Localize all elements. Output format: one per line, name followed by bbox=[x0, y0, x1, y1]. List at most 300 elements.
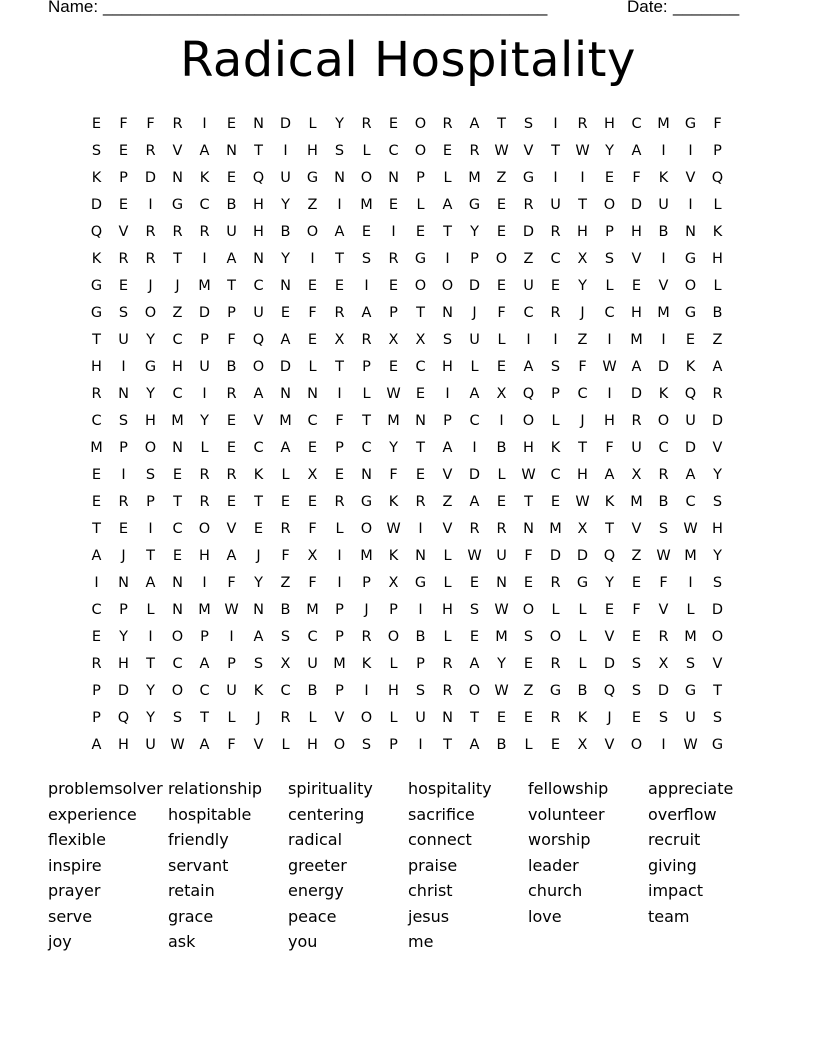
grid-row bbox=[83, 138, 731, 165]
grid-cell: L bbox=[389, 656, 398, 672]
grid-cell: Y bbox=[335, 116, 344, 132]
grid-cell: T bbox=[335, 251, 344, 267]
grid-cell: R bbox=[523, 197, 534, 213]
word-list-item: praise bbox=[408, 855, 458, 875]
grid-cell: D bbox=[657, 359, 670, 375]
grid-cell: W bbox=[386, 521, 401, 537]
grid-cell: R bbox=[226, 386, 237, 402]
grid-cell: F bbox=[497, 305, 506, 321]
grid-cell: C bbox=[307, 413, 318, 429]
grid-cell: U bbox=[118, 332, 129, 348]
grid-cell: D bbox=[198, 305, 211, 321]
grid-cell: B bbox=[307, 683, 318, 699]
grid-cell: R bbox=[172, 116, 183, 132]
grid-cell: O bbox=[360, 710, 373, 726]
grid-cell: P bbox=[119, 602, 128, 618]
grid-cell: E bbox=[469, 629, 480, 645]
grid-cell: E bbox=[172, 548, 183, 564]
grid-cell: E bbox=[91, 467, 102, 483]
grid-cell: D bbox=[279, 359, 292, 375]
grid-cell: I bbox=[472, 440, 477, 456]
grid-cell: W bbox=[602, 359, 617, 375]
grid-cell: F bbox=[524, 548, 533, 564]
grid-cell: A bbox=[199, 737, 210, 753]
word-list-item: me bbox=[408, 932, 434, 951]
grid-cell: Q bbox=[90, 224, 103, 240]
grid-cell: N bbox=[442, 710, 453, 726]
grid-cell: I bbox=[337, 548, 342, 564]
word-list-item: love bbox=[528, 906, 562, 926]
grid-cell: T bbox=[146, 656, 155, 672]
grid-cell: C bbox=[631, 116, 642, 132]
grid-cell: L bbox=[605, 278, 614, 294]
grid-cell: C bbox=[685, 494, 696, 510]
grid-cell: N bbox=[172, 440, 183, 456]
grid-cell: H bbox=[631, 305, 642, 321]
grid-row bbox=[83, 300, 731, 327]
grid-cell: T bbox=[524, 494, 533, 510]
word-list-item: inspire bbox=[48, 855, 102, 875]
grid-cell: R bbox=[361, 332, 372, 348]
word-list-item: sacrifice bbox=[408, 804, 475, 824]
word-list-item: centering bbox=[288, 804, 365, 824]
word-list-item: radical bbox=[288, 830, 343, 849]
grid-cell: L bbox=[200, 440, 209, 456]
grid-row bbox=[83, 435, 731, 462]
grid-cell: T bbox=[470, 710, 479, 726]
grid-cell: D bbox=[711, 413, 724, 429]
grid-cell: P bbox=[119, 170, 128, 186]
grid-cell: Q bbox=[603, 548, 616, 564]
grid-cell: E bbox=[361, 224, 372, 240]
grid-cell: I bbox=[661, 143, 666, 159]
grid-row bbox=[83, 651, 731, 678]
grid-cell: U bbox=[550, 197, 561, 213]
grid-cell: P bbox=[146, 494, 155, 510]
grid-cell: I bbox=[418, 521, 423, 537]
grid-cell: T bbox=[227, 278, 236, 294]
grid-cell: D bbox=[468, 467, 481, 483]
grid-cell: Z bbox=[496, 170, 507, 186]
grid-cell: G bbox=[684, 116, 697, 132]
grid-row bbox=[83, 354, 731, 381]
grid-cell: P bbox=[335, 602, 344, 618]
grid-cell: G bbox=[522, 170, 535, 186]
grid-cell: L bbox=[146, 602, 155, 618]
grid-cell: S bbox=[658, 521, 669, 537]
grid-cell: S bbox=[91, 143, 102, 159]
grid-cell: L bbox=[578, 656, 587, 672]
grid-cell: C bbox=[361, 440, 372, 456]
word-list-item: worship bbox=[528, 830, 591, 849]
grid-cell: T bbox=[200, 710, 209, 726]
date-label: Date: bbox=[627, 0, 668, 16]
grid-cell: E bbox=[253, 521, 264, 537]
grid-cell: P bbox=[443, 413, 452, 429]
grid-cell: M bbox=[90, 440, 103, 456]
grid-row bbox=[83, 678, 731, 705]
grid-cell: H bbox=[91, 359, 102, 375]
grid-cell: H bbox=[604, 413, 615, 429]
grid-cell: W bbox=[656, 548, 671, 564]
grid-cell: O bbox=[360, 521, 373, 537]
word-list-item: grace bbox=[168, 906, 214, 926]
grid-cell: D bbox=[279, 116, 292, 132]
grid-cell: T bbox=[416, 305, 425, 321]
grid-cell: X bbox=[388, 332, 399, 348]
grid-cell: C bbox=[199, 197, 210, 213]
grid-cell: Y bbox=[146, 386, 155, 402]
word-list-item: ask bbox=[168, 932, 196, 951]
grid-cell: U bbox=[685, 413, 696, 429]
grid-cell: A bbox=[199, 143, 210, 159]
grid-cell: A bbox=[685, 467, 696, 483]
grid-row bbox=[83, 489, 731, 516]
grid-cell: S bbox=[631, 683, 642, 699]
grid-cell: L bbox=[578, 602, 587, 618]
grid-cell: V bbox=[253, 737, 264, 753]
grid-cell: P bbox=[119, 440, 128, 456]
grid-cell: K bbox=[388, 548, 399, 564]
grid-cell: L bbox=[362, 143, 371, 159]
grid-cell: H bbox=[712, 521, 723, 537]
grid-cell: N bbox=[118, 386, 129, 402]
grid-cell: L bbox=[443, 575, 452, 591]
grid-cell: E bbox=[388, 278, 399, 294]
word-list-item: energy bbox=[288, 881, 344, 900]
grid-cell: M bbox=[657, 116, 670, 132]
grid-cell: S bbox=[361, 737, 372, 753]
grid-cell: L bbox=[497, 467, 506, 483]
grid-cell: A bbox=[199, 656, 210, 672]
grid-cell: R bbox=[550, 224, 561, 240]
grid-cell: R bbox=[415, 494, 426, 510]
grid-cell: K bbox=[685, 359, 696, 375]
grid-cell: F bbox=[578, 359, 587, 375]
grid-cell: X bbox=[307, 548, 318, 564]
grid-cell: Z bbox=[523, 251, 534, 267]
grid-cell: I bbox=[148, 197, 153, 213]
grid-cell: R bbox=[388, 251, 399, 267]
grid-cell: D bbox=[603, 656, 616, 672]
grid-cell: X bbox=[658, 656, 669, 672]
grid-cell: D bbox=[144, 170, 157, 186]
grid-cell: P bbox=[470, 251, 479, 267]
grid-cell: W bbox=[575, 143, 590, 159]
grid-cell: O bbox=[252, 359, 265, 375]
grid-cell: S bbox=[361, 251, 372, 267]
grid-cell: F bbox=[227, 575, 236, 591]
grid-cell: G bbox=[576, 575, 589, 591]
grid-cell: E bbox=[496, 494, 507, 510]
grid-cell: P bbox=[389, 602, 398, 618]
grid-cell: Y bbox=[146, 332, 155, 348]
grid-cell: E bbox=[91, 116, 102, 132]
grid-cell: S bbox=[469, 602, 480, 618]
grid-cell: F bbox=[335, 413, 344, 429]
grid-cell: T bbox=[254, 143, 263, 159]
grid-row bbox=[83, 624, 731, 651]
grid-cell: O bbox=[657, 413, 670, 429]
grid-cell: E bbox=[226, 116, 237, 132]
grid-cell: T bbox=[443, 224, 452, 240]
grid-cell: E bbox=[442, 143, 453, 159]
grid-cell: G bbox=[684, 305, 697, 321]
grid-cell: R bbox=[631, 413, 642, 429]
grid-cell: U bbox=[496, 548, 507, 564]
grid-cell: X bbox=[577, 737, 588, 753]
grid-cell: Y bbox=[389, 440, 398, 456]
grid-cell: M bbox=[495, 629, 508, 645]
grid-cell: N bbox=[253, 116, 264, 132]
grid-cell: U bbox=[145, 737, 156, 753]
grid-cell: E bbox=[685, 332, 696, 348]
grid-cell: I bbox=[310, 251, 315, 267]
grid-cell: H bbox=[145, 413, 156, 429]
grid-cell: C bbox=[91, 602, 102, 618]
grid-cell: I bbox=[661, 251, 666, 267]
grid-cell: L bbox=[470, 359, 479, 375]
grid-cell: E bbox=[550, 494, 561, 510]
grid-cell: W bbox=[494, 683, 509, 699]
grid-cell: B bbox=[415, 629, 426, 645]
grid-cell: E bbox=[172, 467, 183, 483]
grid-cell: M bbox=[657, 305, 670, 321]
grid-cell: Q bbox=[117, 710, 130, 726]
grid-cell: R bbox=[550, 575, 561, 591]
grid-cell: O bbox=[441, 278, 454, 294]
grid-cell: E bbox=[496, 710, 507, 726]
grid-cell: J bbox=[148, 278, 153, 294]
grid-cell: H bbox=[523, 440, 534, 456]
grid-cell: L bbox=[227, 710, 236, 726]
word-list-item: experience bbox=[48, 804, 137, 824]
grid-cell: V bbox=[523, 143, 534, 159]
grid-cell: T bbox=[605, 521, 614, 537]
grid-row bbox=[83, 273, 731, 300]
grid-cell: S bbox=[631, 656, 642, 672]
grid-cell: N bbox=[415, 413, 426, 429]
grid-cell: I bbox=[229, 629, 234, 645]
grid-cell: T bbox=[497, 116, 506, 132]
grid-cell: R bbox=[118, 494, 129, 510]
grid-row bbox=[83, 192, 731, 219]
grid-cell: I bbox=[553, 116, 558, 132]
grid-cell: V bbox=[118, 224, 129, 240]
grid-cell: R bbox=[199, 467, 210, 483]
grid-cell: I bbox=[202, 116, 207, 132]
grid-cell: Z bbox=[442, 494, 453, 510]
word-list-item: problemsolver bbox=[48, 779, 163, 798]
grid-cell: R bbox=[334, 305, 345, 321]
letter-grid bbox=[83, 111, 731, 759]
grid-cell: H bbox=[253, 224, 264, 240]
grid-cell: U bbox=[658, 197, 669, 213]
grid-cell: W bbox=[170, 737, 185, 753]
grid-cell: C bbox=[199, 683, 210, 699]
grid-cell: A bbox=[226, 251, 237, 267]
grid-cell: I bbox=[445, 386, 450, 402]
grid-cell: I bbox=[121, 359, 126, 375]
grid-cell: M bbox=[630, 494, 643, 510]
grid-cell: H bbox=[118, 737, 129, 753]
grid-cell: N bbox=[253, 251, 264, 267]
grid-cell: J bbox=[580, 413, 585, 429]
grid-cell: L bbox=[713, 197, 722, 213]
grid-cell: E bbox=[118, 521, 129, 537]
grid-cell: I bbox=[148, 629, 153, 645]
grid-cell: I bbox=[688, 143, 693, 159]
grid-cell: I bbox=[553, 170, 558, 186]
grid-cell: O bbox=[414, 278, 427, 294]
grid-cell: R bbox=[172, 224, 183, 240]
grid-cell: E bbox=[604, 602, 615, 618]
grid-cell: K bbox=[712, 224, 723, 240]
grid-cell: C bbox=[172, 332, 183, 348]
grid-cell: H bbox=[253, 197, 264, 213]
grid-cell: V bbox=[442, 467, 453, 483]
grid-cell: U bbox=[226, 683, 237, 699]
word-list bbox=[48, 779, 768, 958]
grid-cell: E bbox=[469, 575, 480, 591]
grid-cell: P bbox=[335, 629, 344, 645]
grid-cell: J bbox=[121, 548, 126, 564]
grid-cell: D bbox=[549, 548, 562, 564]
grid-row bbox=[83, 165, 731, 192]
grid-cell: R bbox=[442, 116, 453, 132]
grid-cell: O bbox=[171, 683, 184, 699]
grid-row bbox=[83, 381, 731, 408]
grid-cell: L bbox=[443, 170, 452, 186]
grid-cell: S bbox=[334, 143, 345, 159]
grid-cell: I bbox=[202, 386, 207, 402]
grid-cell: T bbox=[443, 737, 452, 753]
grid-cell: M bbox=[333, 656, 346, 672]
grid-cell: A bbox=[631, 143, 642, 159]
grid-cell: E bbox=[307, 494, 318, 510]
grid-cell: C bbox=[550, 251, 561, 267]
grid-cell: N bbox=[442, 305, 453, 321]
grid-cell: I bbox=[418, 602, 423, 618]
grid-cell: F bbox=[308, 575, 317, 591]
grid-cell: N bbox=[172, 602, 183, 618]
grid-cell: K bbox=[577, 710, 588, 726]
grid-cell: Y bbox=[713, 467, 722, 483]
grid-cell: D bbox=[711, 602, 724, 618]
grid-cell: F bbox=[632, 602, 641, 618]
grid-cell: I bbox=[148, 521, 153, 537]
grid-cell: W bbox=[575, 494, 590, 510]
grid-cell: N bbox=[523, 521, 534, 537]
grid-cell: S bbox=[712, 494, 723, 510]
grid-cell: S bbox=[415, 683, 426, 699]
grid-cell: R bbox=[550, 305, 561, 321]
grid-cell: Y bbox=[281, 251, 290, 267]
grid-cell: K bbox=[388, 494, 399, 510]
grid-cell: R bbox=[199, 494, 210, 510]
grid-cell: U bbox=[226, 224, 237, 240]
grid-cell: N bbox=[280, 278, 291, 294]
grid-cell: U bbox=[280, 170, 291, 186]
grid-cell: M bbox=[468, 170, 481, 186]
grid-cell: A bbox=[253, 629, 264, 645]
grid-cell: R bbox=[91, 656, 102, 672]
grid-cell: A bbox=[523, 359, 534, 375]
grid-cell: A bbox=[91, 548, 102, 564]
grid-cell: E bbox=[523, 575, 534, 591]
grid-cell: E bbox=[307, 440, 318, 456]
grid-cell: A bbox=[469, 656, 480, 672]
grid-cell: C bbox=[577, 386, 588, 402]
grid-cell: Z bbox=[712, 332, 723, 348]
grid-row bbox=[83, 327, 731, 354]
grid-cell: A bbox=[442, 440, 453, 456]
grid-cell: K bbox=[253, 683, 264, 699]
grid-cell: I bbox=[94, 575, 99, 591]
word-list-item: volunteer bbox=[528, 804, 605, 824]
grid-cell: I bbox=[337, 575, 342, 591]
grid-cell: L bbox=[686, 602, 695, 618]
grid-cell: S bbox=[145, 467, 156, 483]
grid-cell: P bbox=[200, 332, 209, 348]
word-list-item: impact bbox=[648, 881, 704, 900]
grid-cell: F bbox=[227, 737, 236, 753]
grid-cell: L bbox=[416, 197, 425, 213]
grid-row bbox=[83, 111, 731, 138]
grid-cell: G bbox=[684, 683, 697, 699]
grid-cell: T bbox=[551, 143, 560, 159]
grid-cell: E bbox=[226, 413, 237, 429]
grid-cell: O bbox=[468, 683, 481, 699]
grid-cell: Y bbox=[470, 224, 479, 240]
grid-cell: R bbox=[577, 116, 588, 132]
grid-cell: I bbox=[688, 197, 693, 213]
grid-cell: O bbox=[603, 197, 616, 213]
grid-cell: E bbox=[91, 494, 102, 510]
grid-cell: O bbox=[387, 629, 400, 645]
page-title: Radical Hospitality bbox=[180, 32, 636, 88]
grid-cell: F bbox=[659, 575, 668, 591]
grid-cell: C bbox=[172, 521, 183, 537]
grid-cell: E bbox=[496, 224, 507, 240]
grid-cell: U bbox=[685, 710, 696, 726]
grid-cell: L bbox=[443, 548, 452, 564]
grid-cell: E bbox=[118, 197, 129, 213]
grid-cell: O bbox=[306, 224, 319, 240]
grid-cell: N bbox=[280, 386, 291, 402]
grid-cell: N bbox=[361, 467, 372, 483]
grid-cell: P bbox=[416, 170, 425, 186]
grid-cell: Z bbox=[577, 332, 588, 348]
grid-cell: M bbox=[549, 521, 562, 537]
grid-cell: K bbox=[604, 494, 615, 510]
grid-row bbox=[83, 219, 731, 246]
grid-cell: V bbox=[226, 521, 237, 537]
grid-cell: S bbox=[118, 413, 129, 429]
grid-row bbox=[83, 597, 731, 624]
grid-cell: T bbox=[173, 494, 182, 510]
grid-cell: J bbox=[175, 278, 180, 294]
grid-cell: I bbox=[607, 332, 612, 348]
grid-cell: F bbox=[119, 116, 128, 132]
grid-cell: W bbox=[386, 386, 401, 402]
grid-cell: W bbox=[494, 143, 509, 159]
grid-cell: P bbox=[551, 386, 560, 402]
grid-cell: U bbox=[307, 656, 318, 672]
grid-cell: B bbox=[712, 305, 723, 321]
grid-cell: I bbox=[364, 278, 369, 294]
date-blank: _______ bbox=[673, 0, 740, 16]
